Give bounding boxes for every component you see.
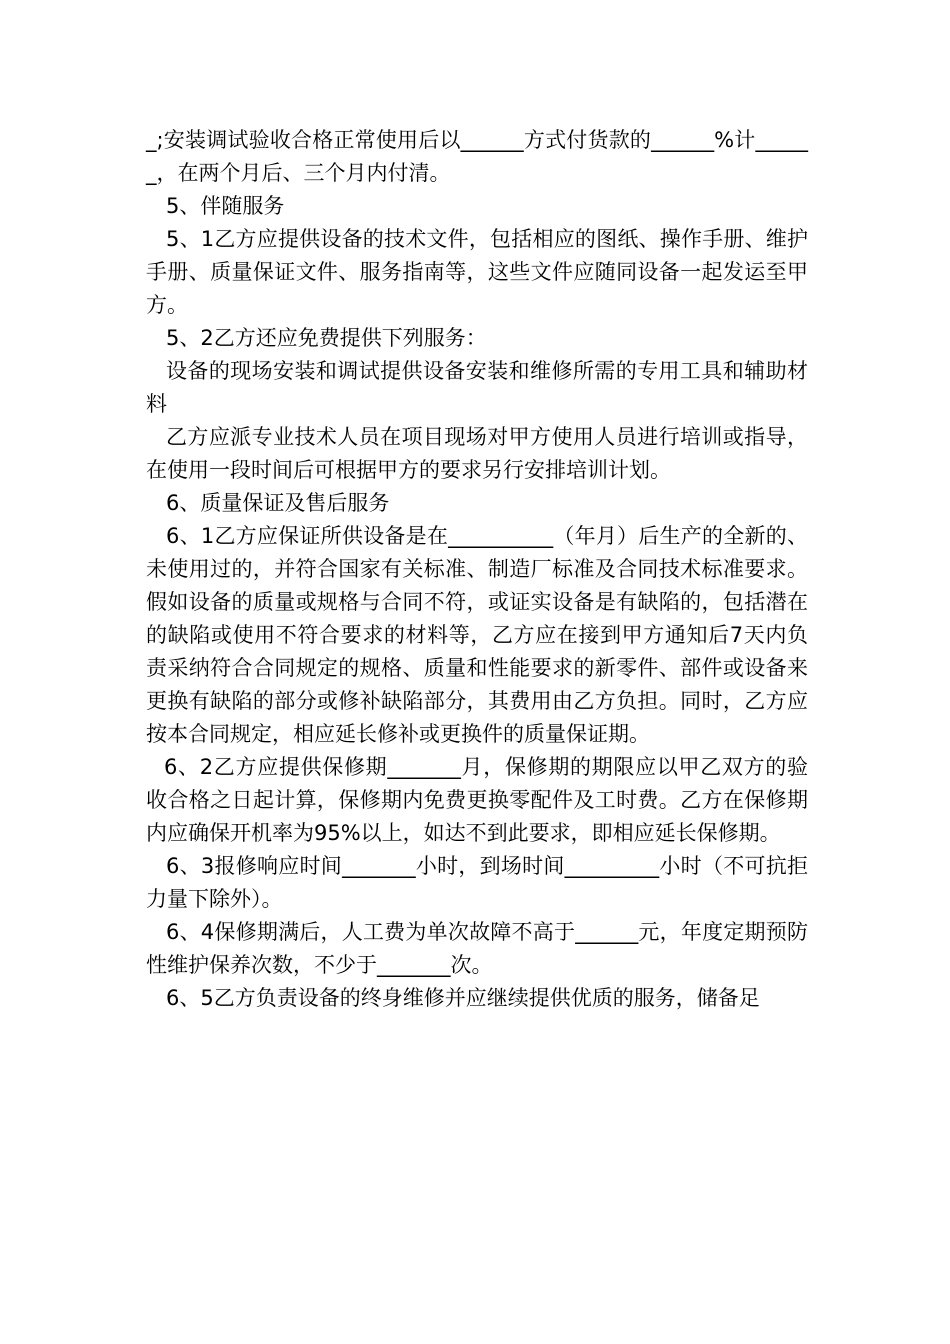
clause-6-1-paragraph: 6、1乙方应保证所供设备是在__________（年月）后生产的全新的、未使用过的，并符合国家有关标准、制造厂标准及合同技术标准要求。假如设备的质量或规格与合同不符，或证实设备是有缺陷的，包括潜在的缺陷或使用不符合要求的材料等，乙方应在接到甲方通知后7天内负责采纳符合合同规定的规格、质量和性能要求的新零件、部件或设备来更换有缺陷的部分或修补缺陷部分，其费用由乙方负担。同时，乙方应按本合同规定，相应延长修补或更换件的质量保证期。: [146, 524, 808, 746]
training-service-paragraph: 乙方应派专业技术人员在项目现场对甲方使用人员进行培训或指导，在使用一段时间后可根据甲方的要求另行安排培训计划。: [146, 425, 808, 482]
clause-5-1-paragraph: 5、1乙方应提供设备的技术文件，包括相应的图纸、操作手册、维护手册、质量保证文件、服务指南等，这些文件应随同设备一起发运至甲方。: [146, 227, 808, 317]
section-5-heading: 5、伴随服务: [166, 194, 285, 218]
clause-5-2-paragraph: 5、2乙方还应免费提供下列服务：: [166, 326, 487, 350]
payment-clause-paragraph: _;安装调试验收合格正常使用后以______方式付货款的______%计______，在两个月后、三个月内付清。: [146, 128, 808, 185]
installation-service-paragraph: 设备的现场安装和调试提供设备安装和维修所需的专用工具和辅助材料: [146, 359, 808, 416]
clause-6-3-paragraph: 6、3报修响应时间_______小时，到场时间_________小时（不可抗拒力量下除外）。: [146, 854, 808, 911]
clause-6-4-paragraph: 6、4保修期满后，人工费为单次故障不高于______元，年度定期预防性维护保养次数，不少于_______次。: [146, 920, 808, 977]
section-6-heading: 6、质量保证及售后服务: [166, 491, 390, 515]
document-body: [146, 124, 808, 1015]
clause-6-5-paragraph: 6、5乙方负责设备的终身维修并应继续提供优质的服务，储备足: [166, 986, 760, 1010]
clause-6-2-paragraph: 6、2乙方应提供保修期_______月，保修期的期限应以甲乙双方的验收合格之日起计算，保修期内免费更换零配件及工时费。乙方在保修期内应确保开机率为95%以上，如达不到此要求，即相应延长保修期。: [146, 755, 808, 845]
